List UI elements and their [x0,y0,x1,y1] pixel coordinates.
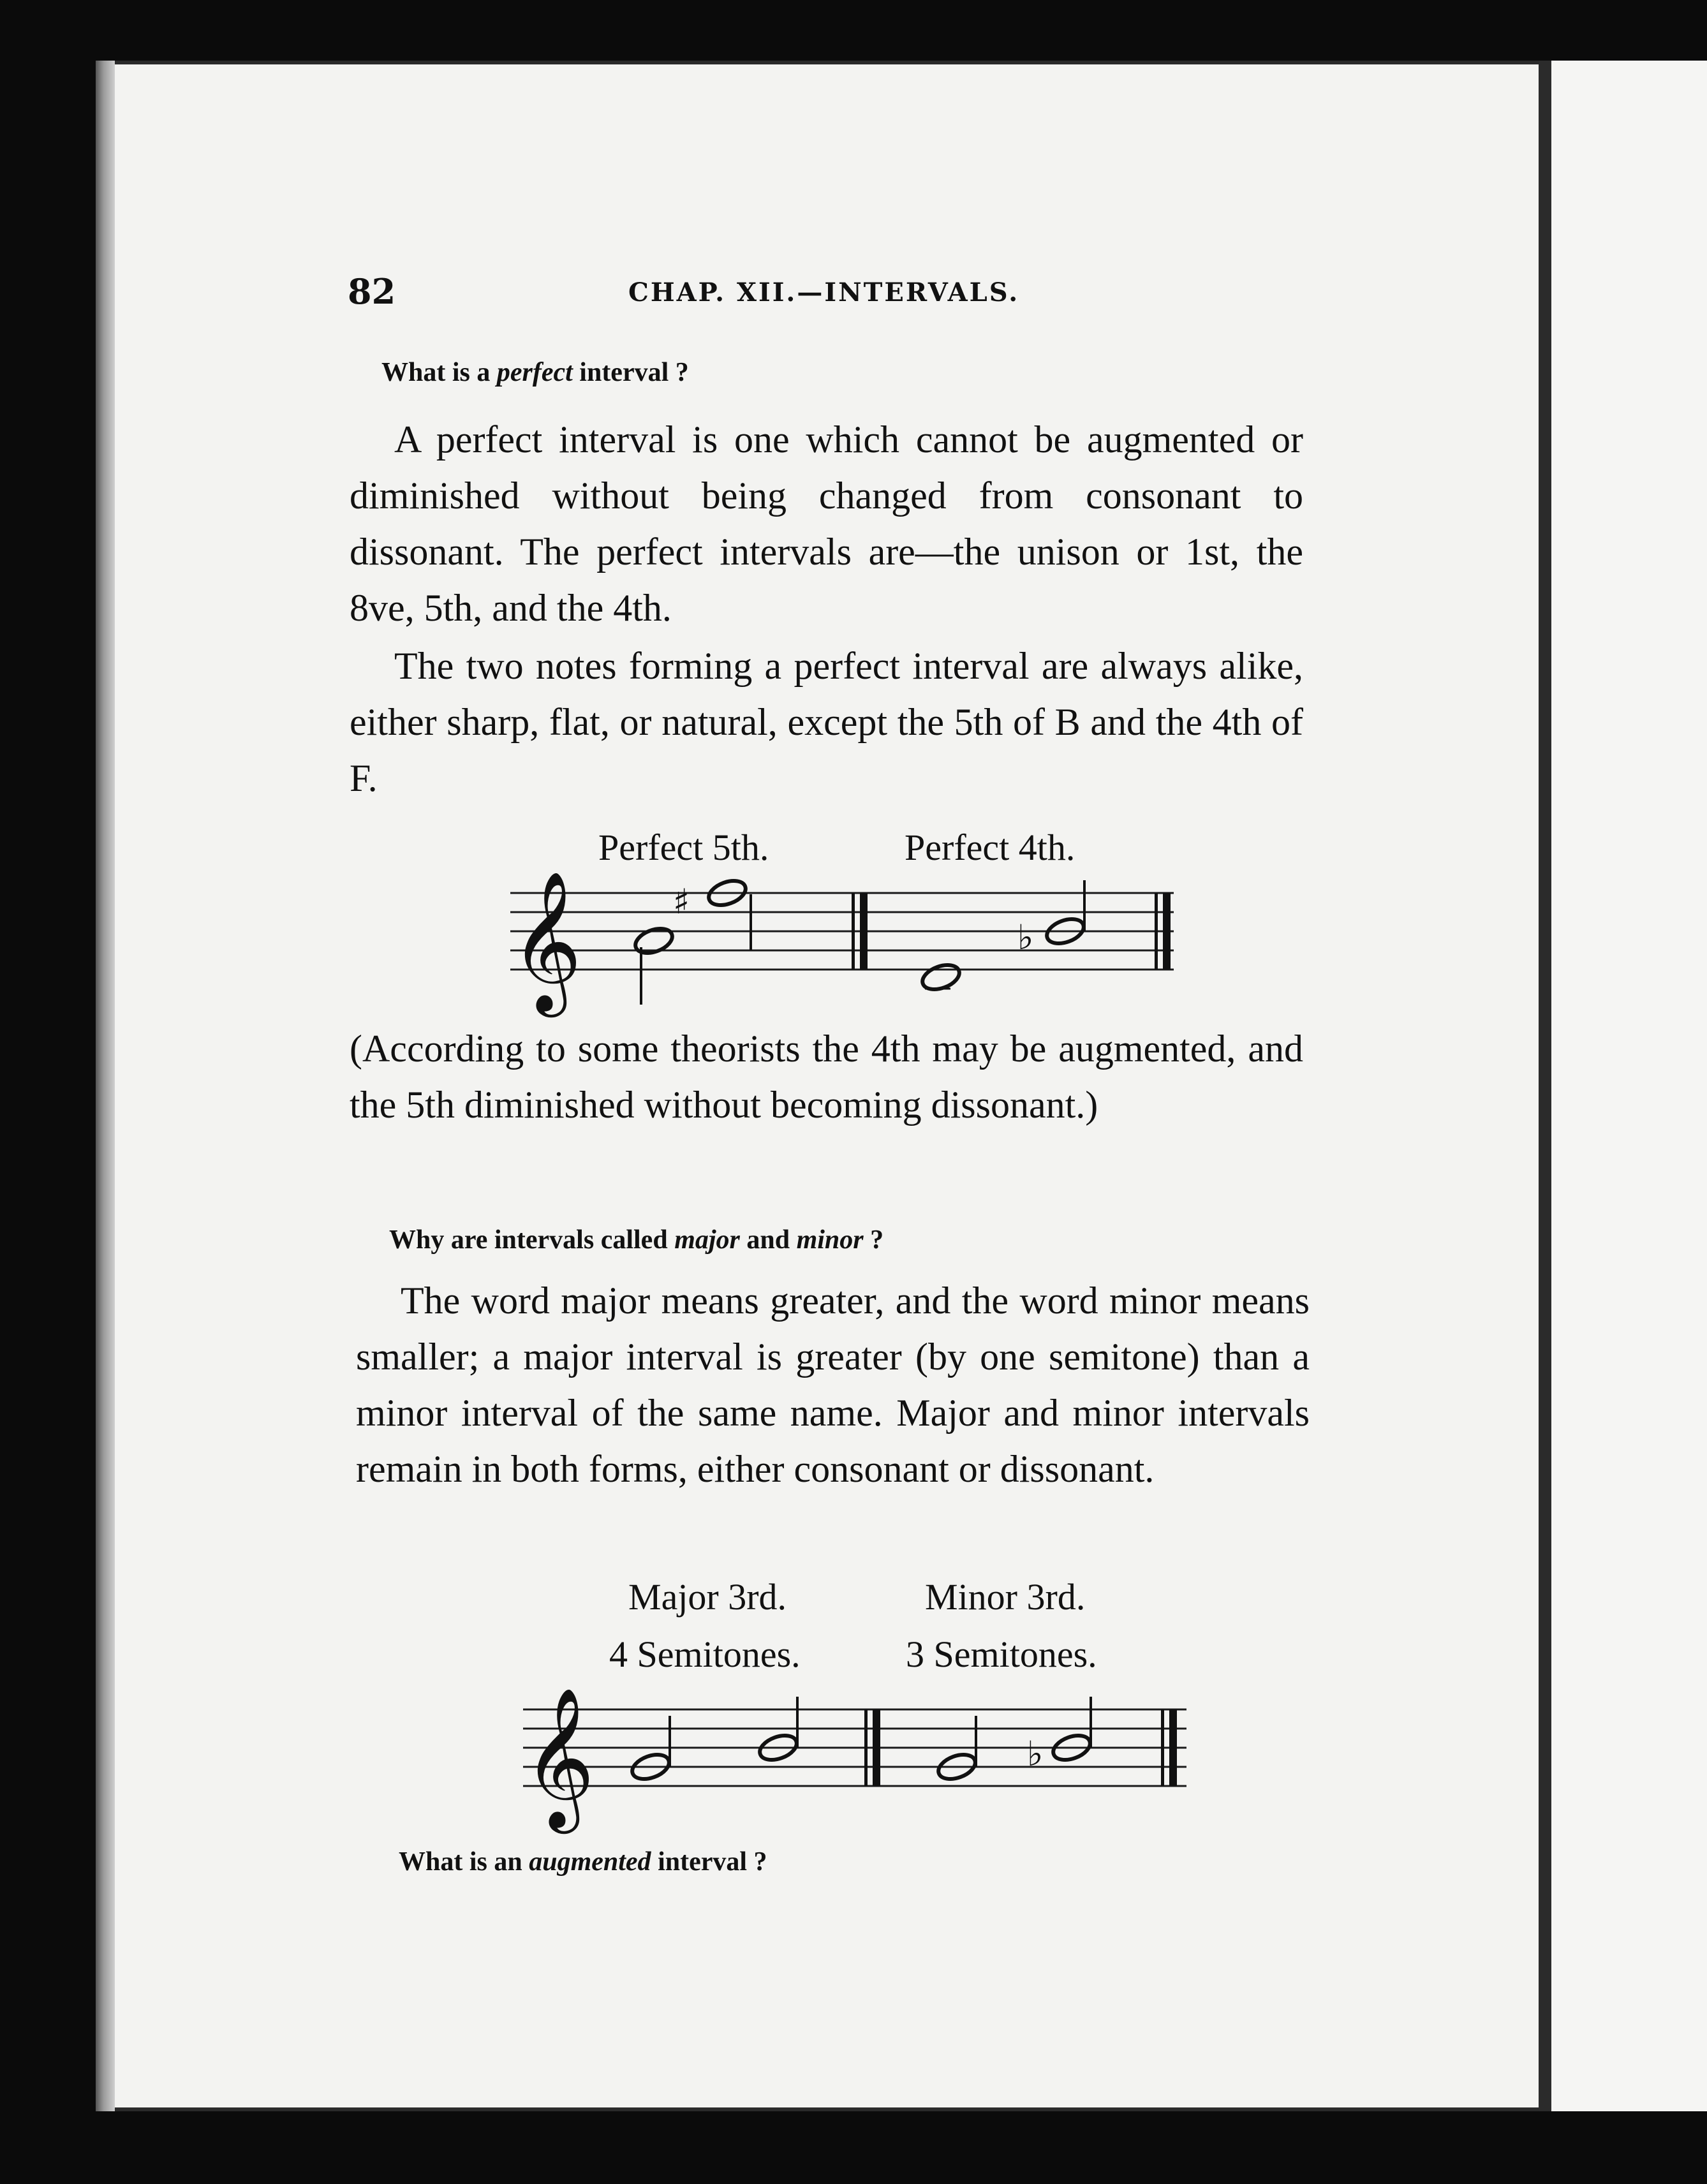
sharp-icon: ♯ [673,882,690,922]
flat-icon: ♭ [1027,1734,1044,1774]
treble-clef-icon: 𝄞 [510,870,582,1011]
caption-perfect-5th: Perfect 5th. [598,827,769,868]
question-major-minor [389,1225,883,1255]
question-augmented-interval [399,1847,767,1877]
page-gutter [1539,61,1551,2111]
flat-icon: ♭ [1017,917,1034,957]
running-title: CHAP. XII.—INTERVALS. [628,277,1020,307]
facing-page [1551,61,1707,2111]
question-perfect-interval [381,357,689,388]
question-text: and [739,1225,797,1255]
caption-3-semitones: 3 Semitones. [906,1634,1097,1675]
double-barline [873,1709,880,1786]
music-example-perfect-intervals [498,867,1186,1027]
page-header [348,271,1324,316]
caption-minor-3rd: Minor 3rd. [925,1576,1086,1618]
barline [1161,1709,1164,1786]
paragraph-theorists-note: (According to some theorists the 4th may be augmented, and the 5th diminished without becoming dissonant.) [350,1028,1303,1126]
paragraph-major-minor: The word major means greater, and the word minor means smaller; a major interval is greater (by one semitone) than a minor interval of the same name. Major and minor intervals remain in both forms, either consonant or dissonant. [356,1280,1310,1490]
barline [864,1709,868,1786]
question-text: Why are intervals called [389,1225,675,1255]
question-emphasis: perfect [496,358,573,387]
double-barline [860,893,868,970]
staff-lines [510,893,1174,970]
note-f [919,961,963,994]
question-emphasis: minor [796,1225,864,1255]
page-number: 82 [348,271,396,312]
question-text: ? [863,1225,884,1255]
question-text: interval ? [651,1847,767,1877]
page-edge [96,61,115,2111]
double-barline [1169,1709,1177,1786]
paragraph-perfect-definition: A perfect interval is one which cannot be augmented or diminished without being changed from consonant to dissonant. The perfect intervals are—the unison or 1st, the 8ve, 5th, and the 4th. [350,418,1303,629]
treble-clef-icon: 𝄞 [523,1686,595,1827]
caption-major-3rd: Major 3rd. [628,1576,787,1618]
barline [1155,893,1158,970]
caption-perfect-4th: Perfect 4th. [905,827,1075,868]
music-example-thirds [510,1684,1199,1837]
question-emphasis: major [674,1225,740,1255]
double-barline [1163,893,1171,970]
question-text: What is a [381,358,497,387]
paragraph-perfect-notes: The two notes forming a perfect interval are always alike, either sharp, flat, or natural, except the 5th of B and the 4th of F. [350,645,1303,799]
caption-4-semitones: 4 Semitones. [609,1634,801,1675]
note-b-whole [632,924,676,957]
question-emphasis: augmented [529,1847,651,1877]
question-text: interval ? [572,358,689,387]
question-text: What is an [399,1847,529,1877]
barline [852,893,855,970]
